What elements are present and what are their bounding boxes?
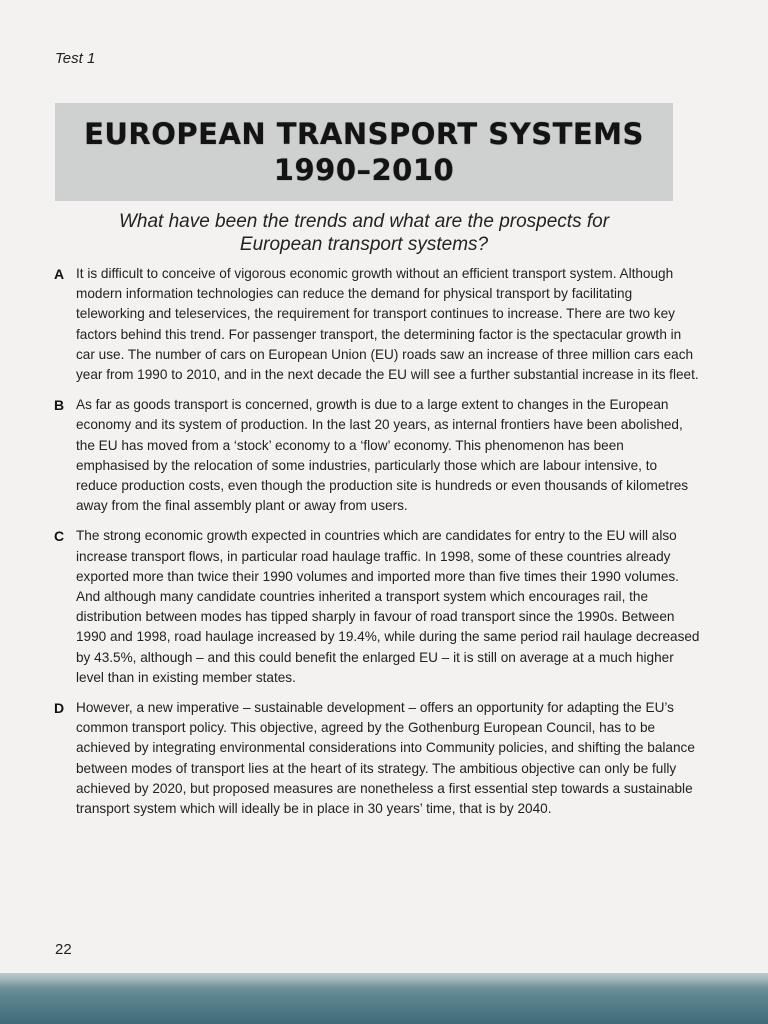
page-edge-shadow (0, 973, 768, 1024)
page-number: 22 (55, 941, 72, 958)
paragraph-text: As far as goods transport is concerned, growth is due to a large extent to changes in the European economy and its system of production. In the last 20 years, as internal frontiers have been abolished, the EU has moved from a ‘stock’ economy to a ‘flow’ economy. This phenomenon has been emphasised by the relocation of some industries, particularly those which are labour intensive, to reduce production costs, even though the production site is hundreds or even thousands of kilometres away from the final assembly plant or away from users. (76, 397, 689, 514)
subtitle-line-2: European transport systems? (239, 234, 489, 255)
paragraph-text: However, a new imperative – sustainable development – offers an opportunity for adapting the EU’s common transport policy. This objective, agreed by the Gothenburg European Council, has to be achieved by integrating environmental considerations into Community policies, and shifting the balance between modes of transport lies at the heart of its strategy. The ambitious objective can only be fully achieved by 2020, but proposed measures are nonetheless a first essential step towards a sustainable transport system which will ideally be in place in 30 years’ time, that is by 2040. (76, 700, 695, 817)
paragraph-d (54, 698, 700, 819)
paragraph-letter: C (54, 528, 65, 545)
paragraph-c (54, 526, 700, 688)
paragraph-letter: D (54, 700, 65, 717)
paragraph-b (54, 395, 700, 516)
test-label: Test 1 (55, 50, 96, 67)
paragraph-letter: A (54, 266, 65, 282)
title-line-1: EUROPEAN TRANSPORT SYSTEMS (84, 117, 644, 151)
paragraph-text: The strong economic growth expected in countries which are candidates for entry to the EU will also increase transport flows, in particular road haulage traffic. In 1998, some of these countries already exported more than twice their 1990 volumes and imported more than five times their 1990 volumes. And although many candidate countries inherited a transport system which encourages rail, the distribution between modes has tipped sharply in favour of road transport since the 1990s. Between 1990 and 1998, road haulage increased by 19.4%, while during the same period rail haulage decreased by 43.5%, although – and this could benefit the enlarged EU – it is still on average at a much higher level than in existing member states. (76, 528, 700, 685)
paragraph-a (54, 264, 700, 385)
paragraph-list (54, 264, 700, 829)
title-line-2: 1990–2010 (273, 153, 455, 187)
paragraph-text: It is difficult to conceive of vigorous economic growth without an efficient transport system. Although modern information technologies can reduce the demand for physical transport by facilitating teleworking and teleservices, the requirement for transport continues to increase. There are two key factors behind this trend. For passenger transport, the determining factor is the spectacular growth in car use. The number of cars on European Union (EU) roads saw an increase of three million cars each year from 1990 to 2010, and in the next decade the EU will see a further substantial increase in its fleet. (76, 266, 699, 383)
paragraph-letter: B (54, 397, 65, 414)
title-banner (55, 103, 673, 201)
subtitle-line-1: What have been the trends and what are the prospects for (118, 211, 610, 232)
subtitle (55, 210, 673, 256)
